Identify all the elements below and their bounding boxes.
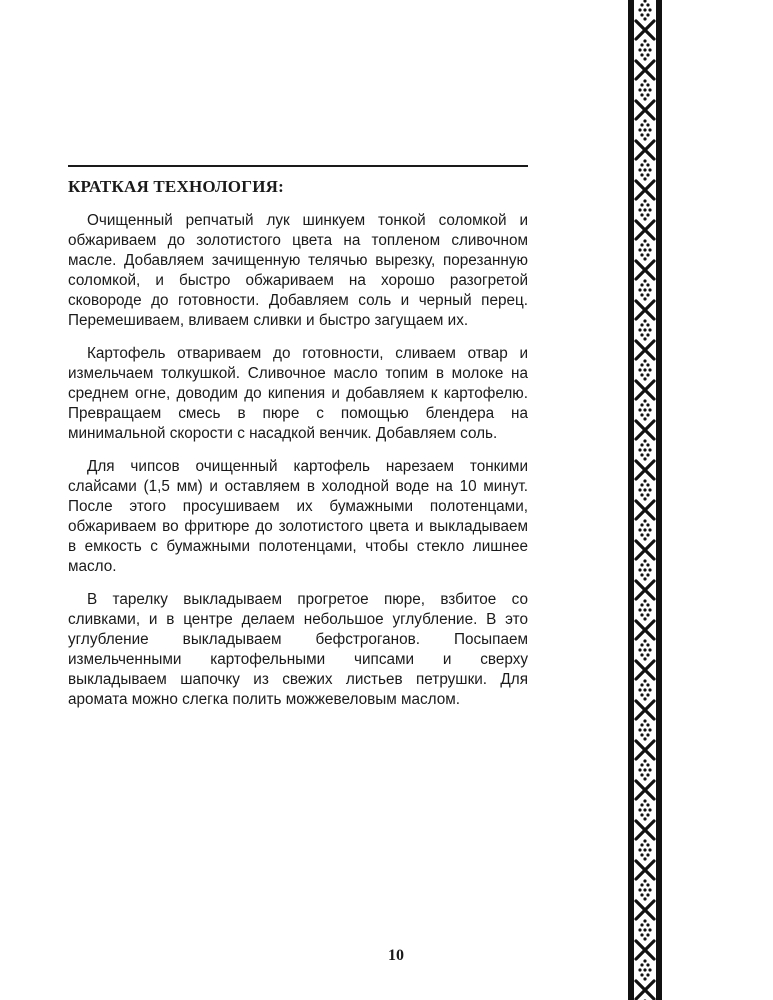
section-title: КРАТКАЯ ТЕХНОЛОГИЯ: [68, 177, 285, 196]
page-number: 10 [388, 947, 404, 964]
paragraph: Картофель отвариваем до готовности, сливаем отвар и измельчаем толкушкой. Сливочное масло топим в молоке на среднем огне, доводим до кипения и добавляем к картофелю. Превращаем смесь в пюре с помощью блендера на минимальной скорости с насадкой венчик. Добавляем соль. [68, 345, 528, 442]
decorative-border [628, 0, 662, 1000]
body-text [68, 211, 528, 723]
title-rule [68, 165, 528, 167]
paragraph: Очищенный репчатый лук шинкуем тонкой соломкой и обжариваем до золотистого цвета на топленом сливочном масле. Добавляем зачищенную телячью вырезку, порезанную соломкой, и быстро обжариваем на хорошо разогретой сковороде до готовности. Добавляем соль и черный перец. Перемешиваем, вливаем сливки и быстро загущаем их. [68, 212, 528, 329]
ornament-pattern-icon [628, 0, 662, 1000]
paragraph: Для чипсов очищенный картофель нарезаем тонкими слайсами (1,5 мм) и оставляем в холодной воде на 10 минут. После этого просушиваем их бумажными полотенцами, обжариваем во фритюре до золотистого цвета и выкладываем в емкость с бумажными полотенцами, чтобы стекло лишнее масло. [68, 458, 528, 575]
paragraph: В тарелку выкладываем прогретое пюре, взбитое со сливками, и в центре делаем небольшое углубление. В это углубление выкладываем бефстроганов. Посыпаем измельченными картофельными чипсами и сверху выкладываем шапочку из свежих листьев петрушки. Для аромата можно слегка полить можжевеловым маслом. [68, 591, 528, 708]
